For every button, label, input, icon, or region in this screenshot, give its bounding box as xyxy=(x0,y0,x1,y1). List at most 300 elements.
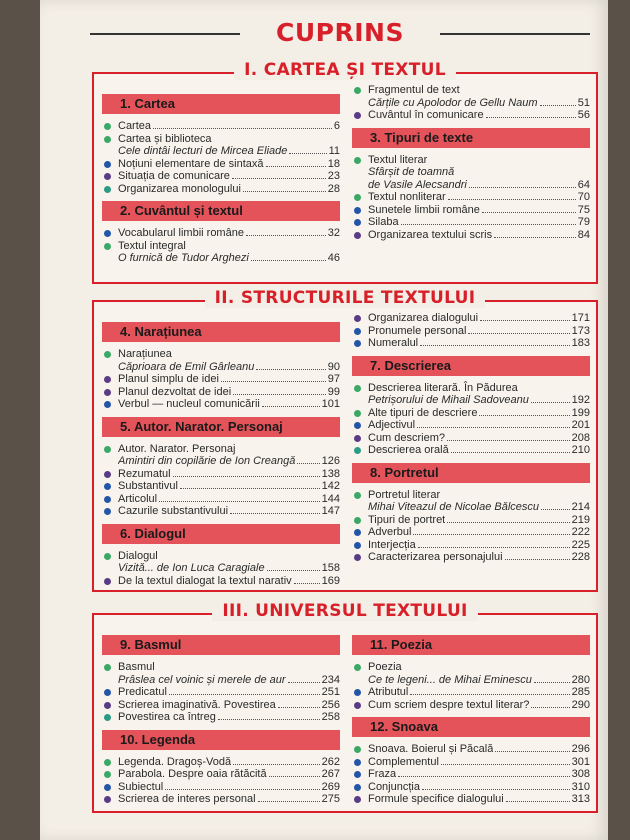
entry-title: Snoava. Boierul și Păcală xyxy=(368,743,494,755)
chapter-heading[interactable]: 9. Basmul xyxy=(102,635,340,655)
bullet-dot-icon xyxy=(104,401,111,408)
bullet-dot-icon xyxy=(354,328,361,335)
toc-entry[interactable] xyxy=(352,489,590,514)
entry-title: Pronumele personal xyxy=(368,324,467,337)
dot-leader xyxy=(418,547,570,548)
entry-row xyxy=(368,743,590,756)
entry-title: O furnică de Tudor Arghezi xyxy=(118,252,249,264)
entry-title: Noțiuni elementare de sintaxă xyxy=(118,157,264,170)
dot-leader xyxy=(246,235,326,236)
dot-leader xyxy=(451,452,570,453)
toc-entry[interactable] xyxy=(352,312,590,325)
entry-title: Predicatul xyxy=(118,686,167,698)
page-number: 84 xyxy=(577,228,590,241)
entry-row xyxy=(368,551,590,564)
entry-title: Dialogul xyxy=(118,549,158,562)
entry-title: Parabola. Despre oaia rătăcită xyxy=(118,768,267,780)
page-number: 169 xyxy=(321,574,340,587)
toc-entry[interactable] xyxy=(102,158,340,171)
entry-row xyxy=(368,407,590,420)
part-heading xyxy=(94,601,596,625)
toc-entry[interactable] xyxy=(352,382,590,407)
page-number: 301 xyxy=(571,755,590,768)
page-number: 97 xyxy=(327,373,340,385)
page-number: 90 xyxy=(327,360,340,373)
bullet-dot-icon xyxy=(104,136,111,143)
entry-title: Scrierea imaginativă. Povestirea xyxy=(118,698,276,711)
entry-title: Scrierea de interes personal xyxy=(118,793,256,805)
entry-title: Alte tipuri de descriere xyxy=(368,406,478,419)
entry-title: Ce te legeni... de Mihai Eminescu xyxy=(368,673,532,686)
toc-entry[interactable] xyxy=(352,407,590,420)
page-number: 210 xyxy=(571,444,590,456)
entry-title: Cuvântul în comunicare xyxy=(368,109,484,121)
dot-leader xyxy=(534,682,570,683)
toc-entry[interactable] xyxy=(102,793,340,806)
entry-row xyxy=(118,699,340,712)
bullet-dot-icon xyxy=(354,422,361,429)
page-title: CUPRINS xyxy=(276,18,404,47)
part-cartea-si-textul xyxy=(92,60,598,284)
dot-leader xyxy=(169,694,320,695)
page-number: 222 xyxy=(571,526,590,538)
dot-leader xyxy=(243,191,326,192)
entry-title: Silaba xyxy=(368,216,399,228)
part-title: I. CARTEA ȘI TEXTUL xyxy=(234,60,456,80)
entry-row xyxy=(118,505,340,518)
toc-entry[interactable] xyxy=(352,526,590,539)
entry-row xyxy=(368,204,590,217)
toc-entry[interactable] xyxy=(102,661,340,686)
dot-leader xyxy=(289,153,326,154)
toc-entry[interactable] xyxy=(352,699,590,712)
chapter-heading[interactable]: 3. Tipuri de texte xyxy=(352,128,590,148)
entry-row xyxy=(118,562,340,575)
page-number: 199 xyxy=(571,406,590,419)
toc-entry[interactable] xyxy=(352,325,590,338)
toc-entry[interactable] xyxy=(102,386,340,399)
entry-row xyxy=(368,97,590,110)
dot-leader xyxy=(420,345,570,346)
bullet-dot-icon xyxy=(354,771,361,778)
page-number: 6 xyxy=(333,120,340,132)
heading-rule-left xyxy=(112,72,252,74)
page-number: 256 xyxy=(321,698,340,711)
bullet-dot-icon xyxy=(104,784,111,791)
bullet-dot-icon xyxy=(354,554,361,561)
entry-row xyxy=(118,768,340,781)
toc-column-left xyxy=(102,322,340,593)
dot-leader xyxy=(267,570,320,571)
toc-entry[interactable] xyxy=(102,240,340,265)
chapter-heading[interactable]: 8. Portretul xyxy=(352,463,590,483)
bullet-dot-icon xyxy=(104,664,111,671)
entry-title: Amintiri din copilărie de Ion Creangă xyxy=(118,455,296,467)
page-number: 28 xyxy=(327,182,340,195)
entry-row xyxy=(118,373,340,386)
toc-entry[interactable] xyxy=(352,419,590,432)
toc-entry[interactable] xyxy=(102,468,340,481)
toc-entry[interactable] xyxy=(102,398,340,411)
page-number: 192 xyxy=(571,394,590,406)
bullet-dot-icon xyxy=(104,578,111,585)
bullet-dot-icon xyxy=(104,759,111,766)
entry-title: Vocabularul limbii române xyxy=(118,227,244,239)
dot-leader xyxy=(266,166,326,167)
entry-title: Cazurile substantivului xyxy=(118,505,229,517)
entry-title: Cele dintâi lecturi de Mircea Eliade xyxy=(118,145,288,157)
entry-title: Numeralul xyxy=(368,337,419,349)
toc-entry[interactable] xyxy=(352,337,590,350)
dot-leader xyxy=(256,369,325,370)
dot-leader xyxy=(531,707,569,708)
entry-title: Portretul literar xyxy=(368,488,441,501)
toc-section xyxy=(352,717,590,806)
toc-entry[interactable] xyxy=(102,493,340,506)
toc-entry[interactable] xyxy=(352,686,590,699)
bullet-dot-icon xyxy=(354,194,361,201)
entry-row xyxy=(118,686,340,699)
toc-entry[interactable] xyxy=(102,227,340,240)
entry-title: de Vasile Alecsandri xyxy=(368,178,467,191)
toc-section xyxy=(102,635,340,724)
dot-leader xyxy=(180,488,320,489)
entry-title: Tipuri de portret xyxy=(368,513,446,526)
toc-section xyxy=(352,635,590,711)
page-number: 173 xyxy=(571,324,590,337)
page-number: 234 xyxy=(321,673,340,686)
toc-entry[interactable] xyxy=(352,781,590,794)
toc-section xyxy=(352,128,590,242)
toc-entry[interactable] xyxy=(102,699,340,712)
entry-title: Cartea și biblioteca xyxy=(118,132,212,145)
chapter-heading[interactable]: 12. Snoava xyxy=(352,717,590,737)
page-number: 262 xyxy=(321,755,340,768)
page-number: 228 xyxy=(571,551,590,563)
entry-row xyxy=(368,419,590,432)
bullet-dot-icon xyxy=(354,410,361,417)
page-number: 18 xyxy=(327,157,340,170)
toc-entry[interactable] xyxy=(352,444,590,457)
toc-entry[interactable] xyxy=(102,133,340,158)
toc-entry[interactable] xyxy=(102,373,340,386)
page-number: 219 xyxy=(571,513,590,526)
entry-row xyxy=(118,145,340,158)
toc-entry[interactable] xyxy=(352,432,590,445)
toc-section xyxy=(352,312,590,350)
bullet-dot-icon xyxy=(354,784,361,791)
toc-section xyxy=(102,417,340,518)
page-number: 258 xyxy=(321,711,340,723)
chapter-heading[interactable]: 1. Cartea xyxy=(102,94,340,114)
dot-leader xyxy=(401,224,576,225)
entry-title: Cartea xyxy=(118,120,152,132)
page-number: 23 xyxy=(327,170,340,182)
entry-row xyxy=(118,756,340,769)
dot-leader xyxy=(233,394,326,395)
dot-leader xyxy=(153,128,332,129)
entry-title: Cum scriem despre textul literar? xyxy=(368,698,530,711)
toc-entry[interactable] xyxy=(102,183,340,196)
page-number: 267 xyxy=(321,768,340,780)
bullet-dot-icon xyxy=(104,243,111,250)
dot-leader xyxy=(447,522,569,523)
page-number: 313 xyxy=(571,793,590,805)
chapter-heading[interactable]: 2. Cuvântul și textul xyxy=(102,201,340,221)
entry-title: Articolul xyxy=(118,492,158,505)
bullet-dot-icon xyxy=(354,517,361,524)
page-number: 11 xyxy=(328,145,340,157)
toc-entry[interactable] xyxy=(352,216,590,229)
entry-row xyxy=(368,312,590,325)
entry-row xyxy=(118,493,340,506)
bullet-dot-icon xyxy=(104,186,111,193)
dot-leader xyxy=(448,199,576,200)
dot-leader xyxy=(232,178,326,179)
heading-rule-right xyxy=(438,72,578,74)
toc-entry[interactable] xyxy=(102,443,340,468)
chapter-heading[interactable]: 7. Descrierea xyxy=(352,356,590,376)
dot-leader xyxy=(422,789,570,790)
toc-entry[interactable] xyxy=(102,686,340,699)
page-number: 208 xyxy=(571,431,590,444)
toc-entry[interactable] xyxy=(352,743,590,756)
toc-entry[interactable] xyxy=(102,550,340,575)
entry-title: Legenda. Dragoș-Vodă xyxy=(118,755,232,768)
page-number: 275 xyxy=(321,793,340,805)
part-heading xyxy=(94,60,596,84)
page-number: 310 xyxy=(571,780,590,793)
dot-leader xyxy=(218,719,320,720)
toc-entry[interactable] xyxy=(352,661,590,686)
bullet-dot-icon xyxy=(104,230,111,237)
toc-entry[interactable] xyxy=(102,348,340,373)
page-number: 46 xyxy=(327,252,340,264)
part-universul-textului xyxy=(92,601,598,813)
page-number: 251 xyxy=(321,686,340,698)
dot-leader xyxy=(482,212,576,213)
bullet-dot-icon xyxy=(354,385,361,392)
bullet-dot-icon xyxy=(104,689,111,696)
entry-row xyxy=(368,526,590,539)
entry-title: Descrierea orală xyxy=(368,444,449,456)
part-title: III. UNIVERSUL TEXTULUI xyxy=(212,601,477,621)
dot-leader xyxy=(541,509,570,510)
entry-title: Verbul — nucleul comunicării xyxy=(118,398,260,410)
part-structurile-textului xyxy=(92,288,598,592)
entry-row xyxy=(118,170,340,183)
toc-entry[interactable] xyxy=(102,756,340,769)
bullet-dot-icon xyxy=(354,542,361,549)
page-number: 70 xyxy=(577,191,590,203)
toc-section xyxy=(352,84,590,122)
entry-title: Formule specifice dialogului xyxy=(368,793,504,805)
entry-title: Cum descriem? xyxy=(368,431,446,444)
toc-entry[interactable] xyxy=(102,781,340,794)
toc-entry[interactable] xyxy=(352,154,590,192)
dot-leader xyxy=(230,513,320,514)
bullet-dot-icon xyxy=(104,496,111,503)
bullet-dot-icon xyxy=(104,553,111,560)
bullet-dot-icon xyxy=(104,123,111,130)
entry-title: Basmul xyxy=(118,661,155,673)
page-number: 280 xyxy=(571,673,590,686)
entry-title: Organizarea dialogului xyxy=(368,312,479,324)
entry-row xyxy=(118,252,340,265)
bullet-dot-icon xyxy=(354,157,361,164)
bullet-dot-icon xyxy=(354,219,361,226)
toc-entry[interactable] xyxy=(352,756,590,769)
entry-row xyxy=(368,514,590,527)
entry-title: Situația de comunicare xyxy=(118,170,230,182)
entry-title: Rezumatul xyxy=(118,467,171,480)
toc-column-left xyxy=(102,635,340,812)
page-number: 75 xyxy=(577,203,590,216)
entry-row xyxy=(368,793,590,806)
chapter-heading[interactable]: 6. Dialogul xyxy=(102,524,340,544)
toc-column-right xyxy=(352,635,590,812)
toc-section xyxy=(102,94,340,195)
chapter-heading[interactable]: 5. Autor. Narator. Personaj xyxy=(102,417,340,437)
toc-entry[interactable] xyxy=(352,514,590,527)
toc-entry[interactable] xyxy=(102,480,340,493)
toc-entry[interactable] xyxy=(352,551,590,564)
dot-leader xyxy=(540,105,576,106)
entry-row xyxy=(368,501,590,514)
entry-title: Sfârșit de toamnă xyxy=(368,166,455,178)
toc-entry[interactable] xyxy=(352,109,590,122)
bullet-dot-icon xyxy=(354,207,361,214)
bullet-dot-icon xyxy=(104,702,111,709)
page-number: 101 xyxy=(321,398,340,410)
entry-title: De la textul dialogat la textul narativ xyxy=(118,574,292,587)
entry-row xyxy=(368,699,590,712)
toc-entry[interactable] xyxy=(352,84,590,109)
entry-title: Povestirea ca întreg xyxy=(118,711,216,723)
entry-row xyxy=(118,468,340,481)
bullet-dot-icon xyxy=(354,447,361,454)
page-number: 183 xyxy=(571,337,590,349)
dot-leader xyxy=(413,534,569,535)
entry-row xyxy=(368,444,590,457)
bullet-dot-icon xyxy=(104,471,111,478)
toc-section xyxy=(102,730,340,806)
toc-column-left xyxy=(102,94,340,271)
entry-row xyxy=(118,480,340,493)
toc-section xyxy=(102,322,340,411)
dot-leader xyxy=(173,476,320,477)
entry-row xyxy=(118,361,340,374)
page-number: 144 xyxy=(321,492,340,505)
entry-title: Sunetele limbii române xyxy=(368,203,480,216)
bullet-dot-icon xyxy=(354,702,361,709)
page xyxy=(40,0,608,840)
toc-entry[interactable] xyxy=(352,229,590,242)
bullet-dot-icon xyxy=(104,714,111,721)
dot-leader xyxy=(495,751,569,752)
toc-entry[interactable] xyxy=(352,539,590,552)
entry-row xyxy=(368,674,590,687)
dot-leader xyxy=(288,682,320,683)
bullet-dot-icon xyxy=(354,664,361,671)
entry-title: Planul simplu de idei xyxy=(118,373,219,385)
toc-entry[interactable] xyxy=(102,170,340,183)
page-number: 308 xyxy=(571,768,590,780)
bullet-dot-icon xyxy=(354,315,361,322)
entry-row xyxy=(368,216,590,229)
entry-row xyxy=(118,455,340,468)
entry-title: Caracterizarea personajului xyxy=(368,551,503,563)
toc-entry[interactable] xyxy=(352,793,590,806)
toc-entry[interactable] xyxy=(102,768,340,781)
toc-column-right xyxy=(352,84,590,247)
chapter-heading[interactable]: 4. Narațiunea xyxy=(102,322,340,342)
page-number: 99 xyxy=(327,385,340,398)
bullet-dot-icon xyxy=(104,389,111,396)
bullet-dot-icon xyxy=(104,771,111,778)
bullet-dot-icon xyxy=(354,435,361,442)
chapter-heading[interactable]: 11. Poezia xyxy=(352,635,590,655)
bullet-dot-icon xyxy=(104,161,111,168)
toc-entry[interactable] xyxy=(102,505,340,518)
toc-column-right xyxy=(352,312,590,570)
toc-entry[interactable] xyxy=(352,204,590,217)
dot-leader xyxy=(505,559,570,560)
chapter-heading[interactable]: 10. Legenda xyxy=(102,730,340,750)
bullet-dot-icon xyxy=(354,796,361,803)
entry-title: Narațiunea xyxy=(118,348,172,360)
toc-entry[interactable] xyxy=(102,711,340,724)
entry-row xyxy=(118,781,340,794)
entry-title: Mihai Viteazul de Nicolae Bălcescu xyxy=(368,501,539,513)
entry-row xyxy=(368,109,590,122)
entry-title: Organizarea monologului xyxy=(118,182,241,195)
bullet-dot-icon xyxy=(354,759,361,766)
dot-leader xyxy=(159,501,320,502)
entry-title: Fragmentul de text xyxy=(368,84,460,96)
entry-title: Adverbul xyxy=(368,526,412,538)
entry-row xyxy=(118,398,340,411)
dot-leader xyxy=(480,320,570,321)
page-number: 64 xyxy=(577,178,590,191)
entry-title: Subiectul xyxy=(118,780,164,793)
entry-row xyxy=(118,674,340,687)
dot-leader xyxy=(469,187,576,188)
toc-section xyxy=(352,463,590,564)
entry-row xyxy=(368,229,590,242)
entry-row xyxy=(118,158,340,171)
entry-row xyxy=(118,711,340,724)
entry-title: Cărțile cu Apolodor de Gellu Naum xyxy=(368,96,538,109)
entry-row xyxy=(118,386,340,399)
entry-row xyxy=(368,325,590,338)
toc-entry[interactable] xyxy=(352,768,590,781)
page-number: 126 xyxy=(321,455,340,467)
toc-entry[interactable] xyxy=(352,191,590,204)
toc-entry[interactable] xyxy=(102,120,340,133)
dot-leader xyxy=(441,764,570,765)
entry-title: Fraza xyxy=(368,768,397,780)
entry-title: Prâslea cel voinic și merele de aur xyxy=(118,673,286,686)
toc-section xyxy=(352,356,590,457)
part-title: II. STRUCTURILE TEXTULUI xyxy=(205,288,486,308)
dot-leader xyxy=(262,406,320,407)
dot-leader xyxy=(278,707,320,708)
dot-leader xyxy=(221,381,326,382)
bullet-dot-icon xyxy=(104,351,111,358)
entry-row xyxy=(118,183,340,196)
toc-entry[interactable] xyxy=(102,575,340,588)
